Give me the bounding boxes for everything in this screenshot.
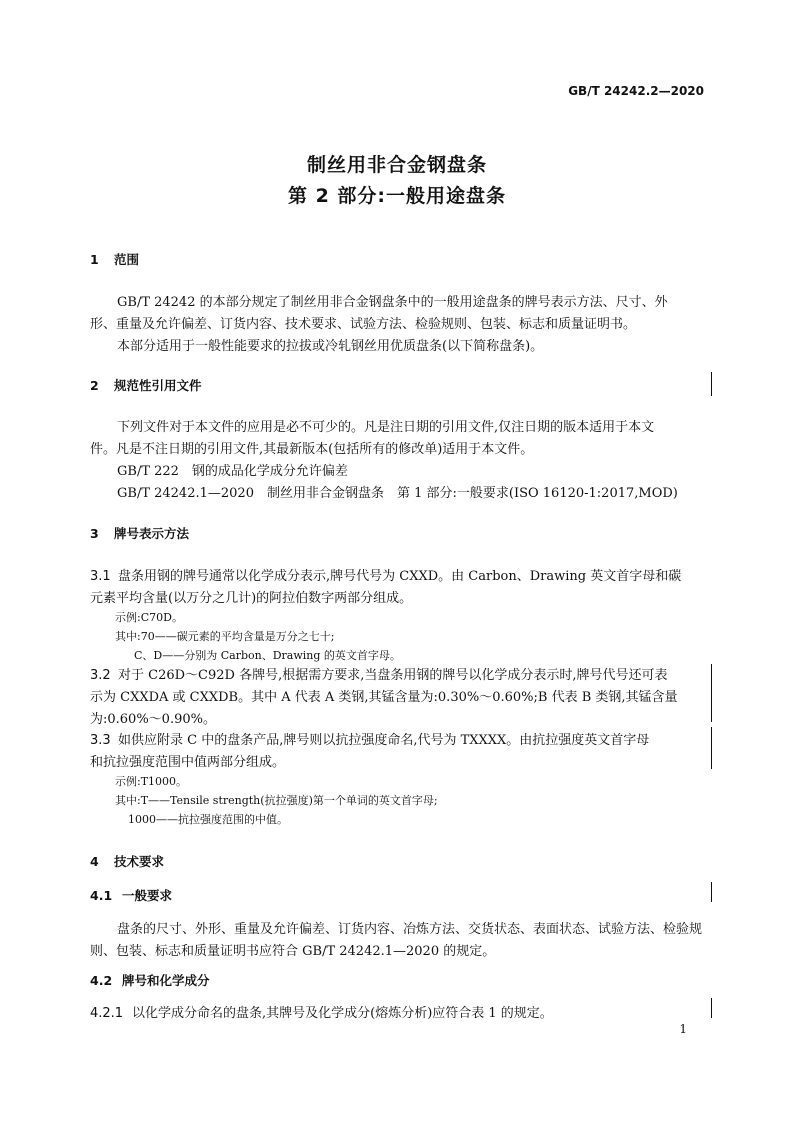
change-bar — [711, 727, 712, 769]
section-title: 规范性引用文件 — [114, 378, 202, 393]
example-line: 1000——抗拉强度范围的中值。 — [128, 813, 288, 826]
example-line: 其中:T——Tensile strength(抗拉强度)第一个单词的英文首字母; — [115, 794, 438, 807]
clause-3-3 — [90, 729, 649, 748]
clause-number: 3.2 — [90, 668, 111, 683]
section-number: 1 — [90, 252, 99, 267]
page-number: 1 — [679, 1022, 687, 1036]
section-title: 范围 — [114, 252, 140, 267]
document-subtitle: 第 2 部分:一般用途盘条 — [287, 185, 507, 207]
paragraph-line: 盘条的尺寸、外形、重量及允许偏差、订货内容、冶炼方法、交货状态、表面状态、试验方法、检验规 — [117, 922, 703, 937]
change-bar — [711, 664, 712, 722]
example-line: 其中:70——碳元素的平均含量是万分之七十; — [115, 630, 335, 643]
change-bar — [711, 372, 712, 396]
subsection-heading-4-1 — [90, 886, 172, 904]
section-title: 牌号表示方法 — [114, 526, 190, 541]
clause-4-2-1 — [90, 1002, 553, 1021]
section-number: 4.1 — [90, 888, 113, 903]
section-title: 一般要求 — [122, 888, 173, 903]
section-number: 4 — [90, 854, 99, 869]
clause-number: 3.1 — [90, 569, 111, 584]
clause-text: 盘条用钢的牌号通常以化学成分表示,牌号代号为 CXXD。由 Carbon、Drawing 英文首字母和碳 — [118, 569, 682, 584]
section-heading-4 — [90, 852, 164, 870]
paragraph-line: 本部分适用于一般性能要求的拉拔或冷轧钢丝用优质盘条(以下简称盘条)。 — [117, 339, 544, 354]
section-title: 技术要求 — [114, 854, 165, 869]
normative-reference: GB/T 222 钢的成品化学成分允许偏差 — [117, 464, 348, 479]
clause-text: 以化学成分命名的盘条,其牌号及化学成分(熔炼分析)应符合表 1 的规定。 — [132, 1006, 553, 1021]
paragraph-line: 则、包装、标志和质量证明书应符合 GB/T 24242.1—2020 的规定。 — [90, 944, 496, 959]
clause-text: 如供应附录 C 中的盘条产品,牌号则以抗拉强度命名,代号为 TXXXX。由抗拉强度英文首字母 — [118, 733, 650, 748]
paragraph-line: 元素平均含量(以万分之几计)的阿拉伯数字两部分组成。 — [90, 591, 413, 606]
document-title: 制丝用非合金钢盘条 — [306, 154, 487, 176]
section-heading-2 — [90, 376, 202, 394]
normative-reference: GB/T 24242.1—2020 制丝用非合金钢盘条 第 1 部分:一般要求(ISO 16120-1:2017,MOD) — [117, 486, 678, 501]
section-number: 2 — [90, 378, 99, 393]
section-number: 3 — [90, 526, 99, 541]
clause-text: 对于 C26D～C92D 各牌号,根据需方要求,当盘条用钢的牌号以化学成分表示时,牌号代号还可表 — [118, 668, 668, 683]
change-bar — [711, 998, 712, 1018]
example-label: 示例:T1000。 — [115, 775, 188, 788]
example-line: C、D——分别为 Carbon、Drawing 的英文首字母。 — [134, 649, 401, 662]
section-title: 牌号和化学成分 — [122, 973, 210, 988]
paragraph-line: 示为 CXXDA 或 CXXDB。其中 A 代表 A 类钢,其锰含量为:0.30%～0.60%;B 代表 B 类钢,其锰含量 — [90, 690, 678, 705]
section-heading-3 — [90, 524, 189, 542]
change-bar — [711, 882, 712, 902]
clause-number: 4.2.1 — [90, 1006, 124, 1021]
paragraph-line: 下列文件对于本文件的应用是必不可少的。凡是注日期的引用文件,仅注日期的版本适用于本文 — [117, 420, 655, 435]
clause-number: 3.3 — [90, 733, 111, 748]
paragraph-line: 和抗拉强度范围中值两部分组成。 — [90, 755, 286, 770]
clause-3-1 — [90, 565, 681, 584]
paragraph-line: GB/T 24242 的本部分规定了制丝用非合金钢盘条中的一般用途盘条的牌号表示方法、尺寸、外 — [117, 295, 668, 310]
section-heading-1 — [90, 250, 139, 268]
subsection-heading-4-2 — [90, 971, 210, 989]
clause-3-2 — [90, 664, 668, 683]
paragraph-line: 件。凡是不注日期的引用文件,其最新版本(包括所有的修改单)适用于本文件。 — [90, 442, 534, 457]
paragraph-line: 形、重量及允许偏差、订货内容、技术要求、试验方法、检验规则、包装、标志和质量证明书。 — [90, 317, 637, 332]
section-number: 4.2 — [90, 973, 113, 988]
paragraph-line: 为:0.60%～0.90%。 — [90, 712, 216, 727]
example-label: 示例:C70D。 — [115, 611, 183, 624]
standard-number: GB/T 24242.2—2020 — [568, 84, 704, 98]
